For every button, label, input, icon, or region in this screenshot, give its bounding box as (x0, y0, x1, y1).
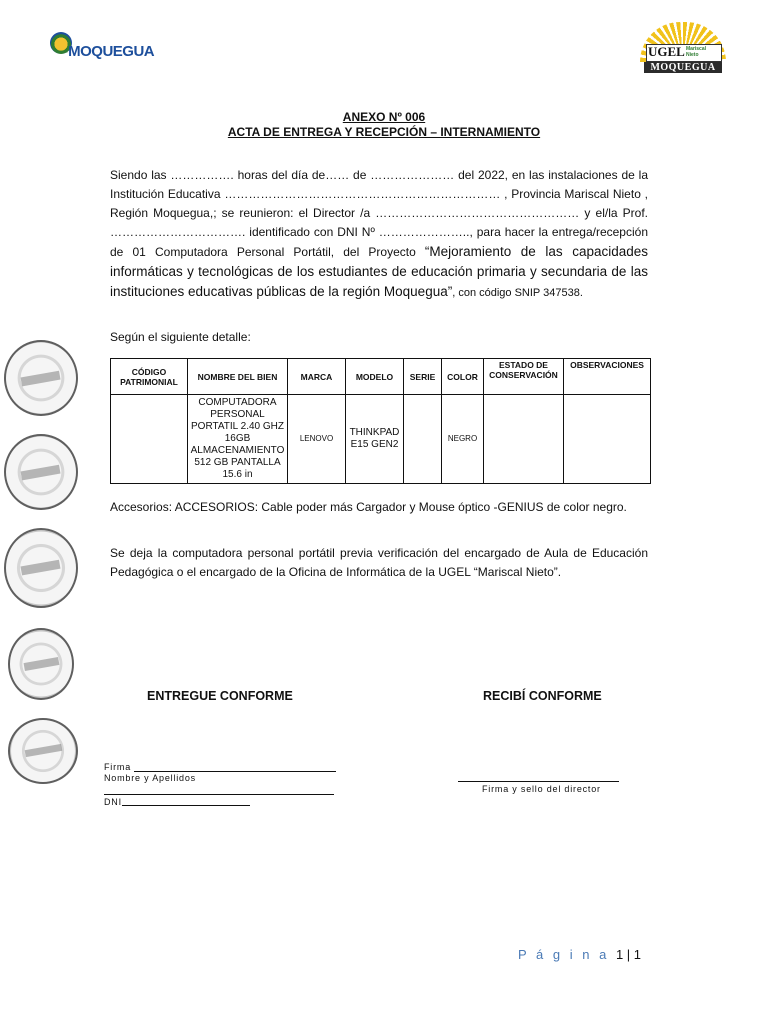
stamp-seal-icon (8, 718, 78, 784)
left-signature-heading: ENTREGUE CONFORME (147, 689, 293, 703)
intro-text: Siendo las ……………. horas del día de…… de ………………… del 2022, en las instalaciones de la Institución Educativa …………………………………………………………… , Provincia Mariscal Nieto , Región Moquegua,; se reunieron: el Director /a …………………………………………… y el/la Prof. ……………………………. identificado con DNI Nº ………………….., para hacer la entrega/recepción de 01 Computadora Personal Portátil, del Proyecto (110, 168, 648, 259)
dni-line (122, 805, 250, 806)
cell-modelo: THINKPAD E15 GEN2 (346, 395, 404, 484)
table-header-row (111, 359, 651, 395)
ugel-logo-bar: MOQUEGUA (644, 62, 722, 73)
stamp-seal-icon (4, 528, 78, 608)
intro-paragraph (110, 166, 648, 303)
cell-marca: LENOVO (288, 395, 346, 484)
project-name: “Mejoramiento de las capacidades informáticas y tecnológicas de los estudiantes de educación primaria y secundaria de las instituciones educativas públicas de la región Moquegua” (110, 244, 648, 299)
table-header: COLOR (442, 359, 484, 395)
table-header: OBSERVACIONES (564, 359, 651, 395)
snip-code: , con código SNIP 347538. (452, 287, 583, 299)
nombre-line (104, 794, 334, 795)
moquegua-region-logo: ■MOQUEGUA (44, 30, 154, 64)
firma-label: Firma (104, 762, 131, 772)
right-signature-heading: RECIBÍ CONFORME (483, 689, 602, 703)
table-header: ESTADO DE CONSERVACIÓN (484, 359, 564, 395)
cell-serie (404, 395, 442, 484)
table-header: NOMBRE DEL BIEN (188, 359, 288, 395)
verification-paragraph: Se deja la computadora personal portátil previa verificación del encargado de Aula de Educación Pedagógica o el encargado de la Oficina de Informática de la UGEL “Mariscal Nieto”. (110, 546, 648, 579)
annex-title: ANEXO Nº 006 (342, 110, 426, 124)
page-number (518, 947, 641, 962)
ugel-logo (632, 22, 734, 74)
table-header: MODELO (346, 359, 404, 395)
table-row (111, 395, 651, 484)
ugel-logo-text: UGEL (648, 44, 685, 59)
cell-color: NEGRO (442, 395, 484, 484)
table-header: MARCA (288, 359, 346, 395)
page-value: 1 | 1 (615, 947, 641, 962)
document-title: ACTA DE ENTREGA Y RECEPCIÓN – INTERNAMIENTO (227, 125, 541, 139)
director-signature-line (458, 781, 619, 782)
stamp-seal-icon (8, 628, 74, 700)
cell-observaciones (564, 395, 651, 484)
stamp-seal-icon (4, 434, 78, 510)
nombre-label: Nombre y Apellidos (104, 773, 196, 783)
detail-intro: Según el siguiente detalle: (110, 330, 251, 344)
table-header: SERIE (404, 359, 442, 395)
cell-codigo (111, 395, 188, 484)
stamp-seal-icon (4, 340, 78, 416)
equipment-table (110, 358, 651, 484)
cell-estado (484, 395, 564, 484)
page-label: P á g i n a (518, 947, 610, 962)
table-header: CÓDIGO PATRIMONIAL (111, 359, 188, 395)
dni-label: DNI (104, 797, 122, 807)
director-signature-caption: Firma y sello del director (482, 784, 601, 794)
firma-line (134, 771, 336, 772)
logo-left-text: MOQUEGUA (68, 43, 155, 60)
cell-nombre: COMPUTADORA PERSONAL PORTATIL 2.40 GHZ 16GB ALMACENAMIENTO 512 GB PANTALLA 15.6 in (188, 395, 288, 484)
accessories-text: Accesorios: ACCESORIOS: Cable poder más Cargador y Mouse óptico -GENIUS de color negro. (110, 500, 627, 514)
ugel-logo-subtext: Mariscal Nieto (686, 46, 707, 58)
